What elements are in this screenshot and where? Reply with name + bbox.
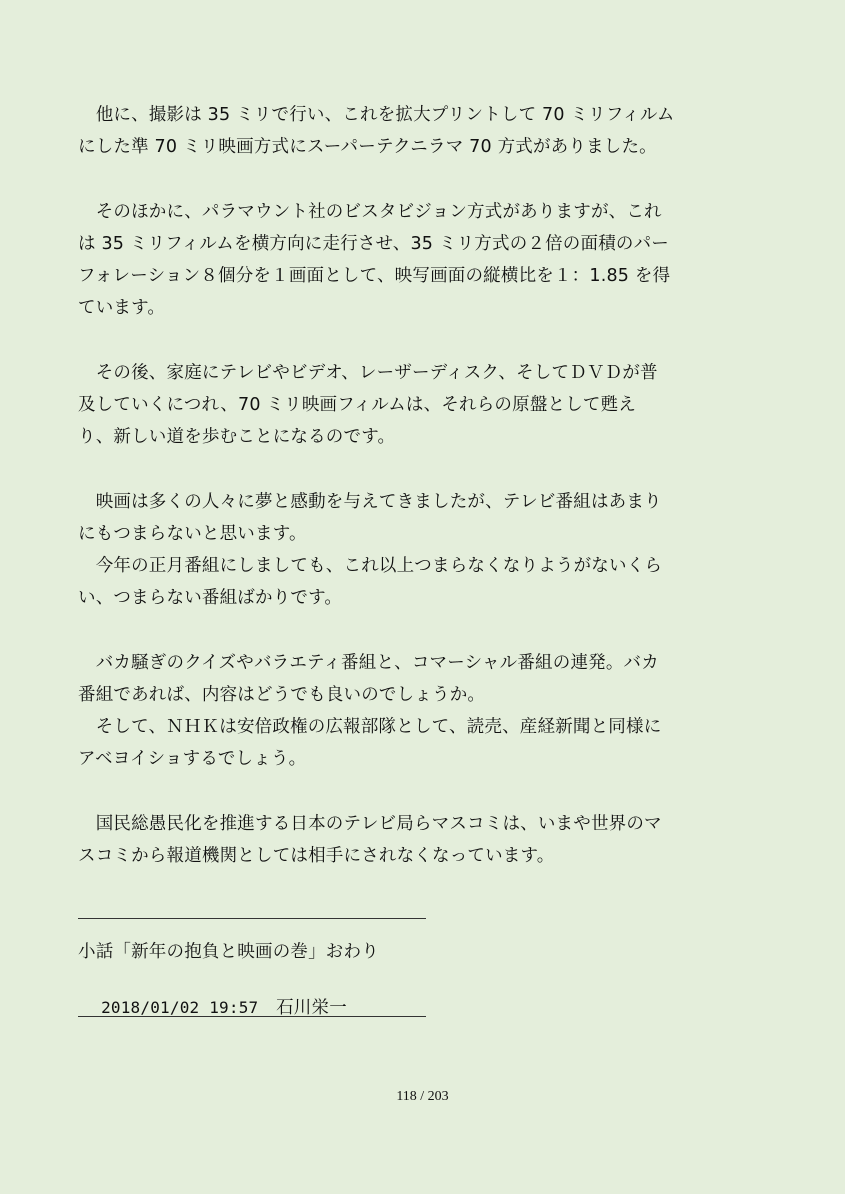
text-line: そして、ＮＨＫは安倍政権の広報部隊として、読売、産経新聞と同様に <box>78 717 662 737</box>
text-line: は 35 ミリフィルムを横方向に走行させ、35 ミリ方式の２倍の面積のパー <box>78 234 669 254</box>
text-line: い、つまらない番組ばかりです。 <box>78 588 343 608</box>
text-line: バカ騒ぎのクイズやバラエティ番組と、コマーシャル番組の連発。バカ <box>78 653 659 673</box>
separator-line <box>78 918 426 919</box>
text-line: 番組であれば、内容はどうでも良いのでしょうか。 <box>78 685 486 705</box>
text-line: 国民総愚民化を推進する日本のテレビ局らマスコミは、いまや世界のマ <box>78 814 662 834</box>
text-line: にもつまらないと思います。 <box>78 524 307 544</box>
text-line: 及していくにつれ、70 ミリ映画フィルムは、それらの原盤として甦え <box>78 395 637 415</box>
page-number: 118 / 203 <box>396 1089 449 1104</box>
text-line: その後、家庭にテレビやビデオ、レーザーディスク、そしてＤＶＤが普 <box>78 363 658 383</box>
text-line: ています。 <box>78 298 166 318</box>
text-line: そのほかに、パラマウント社のビスタビジョン方式がありますが、これ <box>78 202 662 222</box>
author-name: 石川栄一 <box>276 998 347 1018</box>
text-line: スコミから報道機関としては相手にされなくなっています。 <box>78 846 555 866</box>
text-line: 他に、撮影は 35 ミリで行い、これを拡大プリントして 70 ミリフィルム <box>78 105 675 125</box>
text-line: アベヨイショするでしょう。 <box>78 749 307 769</box>
text-line: り、新しい道を歩むことになるのです。 <box>78 427 396 447</box>
text-line: にした準 70 ミリ映画方式にスーパーテクニラマ 70 方式がありました。 <box>78 137 657 157</box>
text-line: 今年の正月番組にしましても、これ以上つまらなくなりようがないくら <box>78 556 663 576</box>
closing-title: 小話「新年の抱負と映画の巻」おわり <box>78 942 379 962</box>
post-date: 2018/01/02 19:57 <box>101 998 259 1017</box>
text-line: フォレーション８個分を１画面として、映写画面の縦横比を１：1.85 を得 <box>78 266 671 286</box>
text-line: 映画は多くの人々に夢と感動を与えてきましたが、テレビ番組はあまり <box>78 492 662 512</box>
signature-line <box>78 972 347 1044</box>
separator-line <box>78 1016 426 1017</box>
